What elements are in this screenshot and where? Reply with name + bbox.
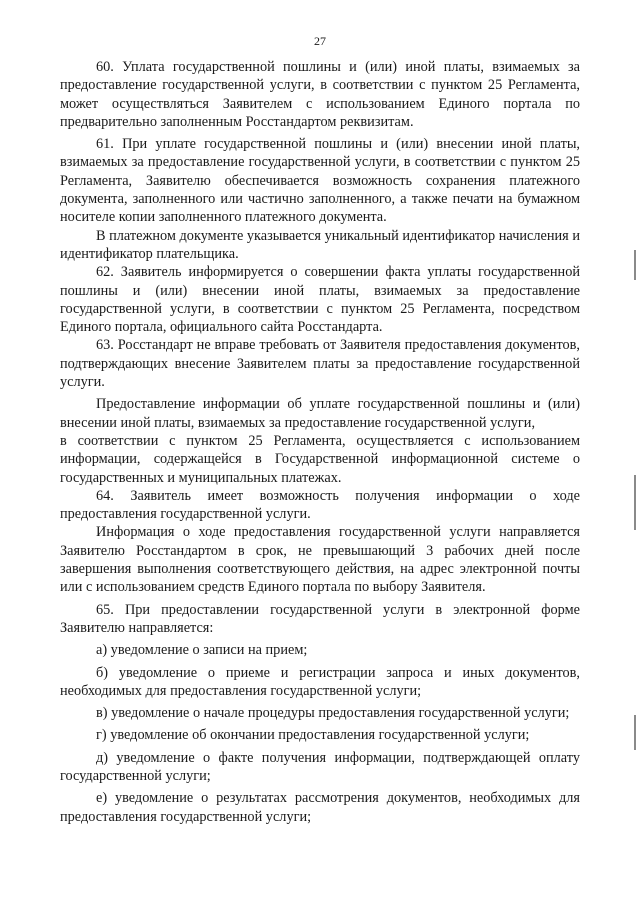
paragraph-61: 61. При уплате государственной пошлины и (или) внесении иной платы, взимаемых за предоставление государственной услуги, в соответствии с пунктом 25 Регламента, Заявителю обеспечивается возможность сохранения платежного документа, заполненного или частично заполненного, а также печати на бумажном носителе копии заполненного платежного документа. (60, 136, 580, 226)
paragraph-63-payment-info: Предоставление информации об уплате государственной пошлины и (или) внесении иной платы, взимаемых за предоставление государственной услуги, (60, 396, 580, 431)
paragraph-65: 65. При предоставлении государственной услуги в электронной форме Заявителю направляется: (60, 601, 580, 636)
list-item-a: а) уведомление о записи на прием; (96, 642, 308, 659)
paragraph-60: 60. Уплата государственной пошлины и (или) иной платы, взимаемых за предоставление государственной услуги, в соответствии с пунктом 25 Регламента, может осуществляться Заявителем с использованием Единого портала по предварительно заполненным Росстандартом реквизитам. (60, 59, 580, 130)
scan-edge-mark (634, 250, 636, 280)
list-item-b: б) уведомление о приеме и регистрации запроса и иных документов, необходимых для предоставления государственной услуги; (60, 664, 580, 699)
scan-edge-mark (634, 715, 636, 750)
document-body (60, 58, 580, 826)
paragraph-63: 63. Росстандарт не вправе требовать от Заявителя предоставления документов, подтверждающих внесение Заявителем платы за предоставление государственной услуги. (60, 337, 580, 391)
paragraph-64-info: Информация о ходе предоставления государственной услуги направляется Заявителю Росстандартом в срок, не превышающий 3 рабочих дней после завершения выполнения соответствующего действия, на адрес электронной почты или с использованием средств Единого портала по выбору Заявителя. (60, 524, 580, 596)
list-item-v: в) уведомление о начале процедуры предоставления государственной услуги; (96, 705, 570, 722)
list-item-g: г) уведомление об окончании предоставления государственной услуги; (96, 727, 530, 744)
paragraph-64: 64. Заявитель имеет возможность получения информации о ходе предоставления государственной услуги. (60, 487, 580, 523)
paragraph-63-payment-info-continued: в соответствии с пунктом 25 Регламента, осуществляется с использованием информации, содержащейся в Государственной информационной системе о государственных и муниципальных платежах. (60, 432, 580, 486)
scan-edge-mark (634, 475, 636, 530)
list-item-e: е) уведомление о результатах рассмотрения документов, необходимых для предоставления государственной услуги; (60, 790, 580, 825)
paragraph-61-identifier: В платежном документе указывается уникальный идентификатор начисления и идентификатор плательщика. (60, 227, 580, 262)
list-item-d: д) уведомление о факте получения информации, подтверждающей оплату государственной услуги; (60, 749, 580, 784)
paragraph-62: 62. Заявитель информируется о совершении факта уплаты государственной пошлины и (или) внесении иной платы, взимаемых за предоставление государственной услуги, в соответствии с пунктом 25 Регламента, посредством Единого портала, официального сайта Росстандарта. (60, 264, 580, 336)
page-number: 27 (314, 34, 326, 48)
